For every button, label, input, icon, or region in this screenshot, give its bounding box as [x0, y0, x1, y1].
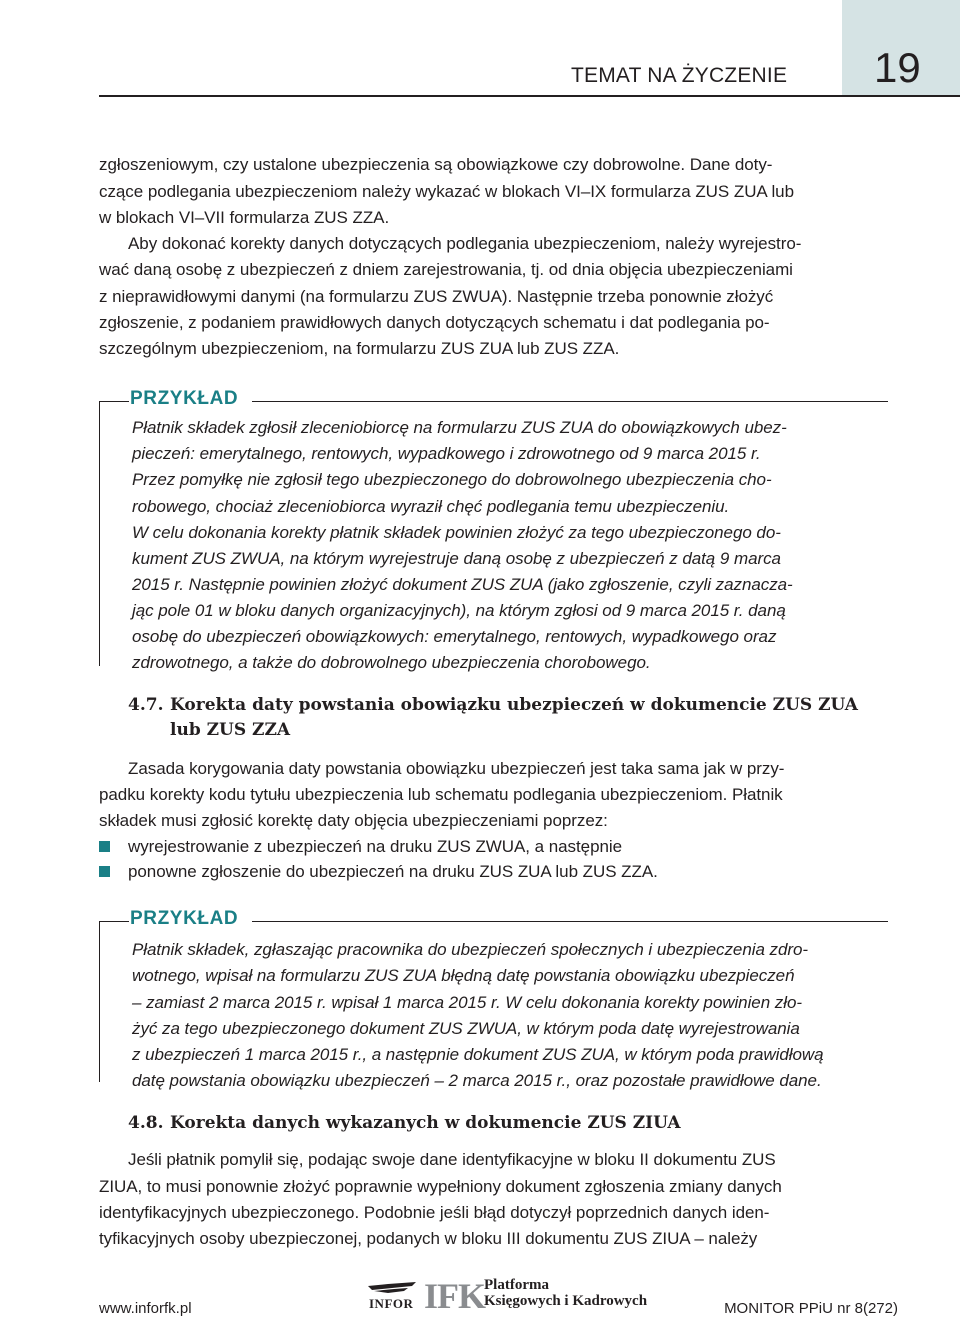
- bullet-item: wyrejestrowanie z ubezpieczeń na druku ZUS ZWUA, a następnie: [128, 837, 623, 856]
- text-line: wać daną osobę z ubezpieczeń z dniem zarejestrowania, tj. od dnia objęcia ubezpieczeniami: [99, 260, 793, 279]
- example-corner-rule: [99, 921, 129, 922]
- bullet-item: ponowne zgłoszenie do ubezpieczeń na druku ZUS ZUA lub ZUS ZZA.: [128, 862, 658, 881]
- example-corner-rule: [99, 401, 129, 402]
- square-bullet-icon: [99, 866, 110, 877]
- text-line: 2015 r. Następnie powinien złożyć dokument ZUS ZUA (jako zgłoszenie, czyli zaznacza-: [132, 575, 793, 594]
- text-line: wotnego, wpisał na formularzu ZUS ZUA błędną datę powstania obowiązku ubezpieczeń: [132, 966, 795, 985]
- text-line: datę powstania obowiązku ubezpieczeń – 2 marca 2015 r., oraz pozostałe prawidłowe dane.: [132, 1071, 822, 1090]
- text-line: żyć za tego ubezpieczonego dokument ZUS ZWUA, w którym poda datę wyrejestrowania: [132, 1019, 800, 1038]
- text-line: – zamiast 2 marca 2015 r. wpisał 1 marca 2015 r. W celu dokonania korekty powinien zło-: [132, 993, 802, 1012]
- logo-infor-text: INFOR: [369, 1296, 414, 1311]
- text-line: zgłoszenie, z podaniem prawidłowych danych dotyczących schematu i dat podlegania po-: [99, 313, 770, 332]
- page-number: 19: [874, 44, 921, 91]
- example-label: PRZYKŁAD: [130, 908, 239, 929]
- text-line: składek musi zgłosić korektę daty objęcia ubezpieczeniami poprzez:: [99, 811, 608, 830]
- text-line: Aby dokonać korekty danych dotyczących podlegania ubezpieczeniom, należy wyrejestro-: [128, 234, 802, 253]
- text-line: z nieprawidłowymi danymi (na formularzu ZUS ZWUA). Następnie trzeba ponownie złożyć: [99, 287, 774, 306]
- section-number: 4.7.: [128, 695, 164, 715]
- platform-logo: [366, 1276, 648, 1316]
- example-top-rule: [252, 921, 888, 922]
- wing-icon: [368, 1282, 416, 1294]
- text-line: zdrowotnego, a także do dobrowolnego ubezpieczenia chorobowego.: [132, 653, 651, 672]
- text-line: padku korekty kodu tytułu ubezpieczenia lub schematu podlegania ubezpieczeniom. Płatnik: [99, 785, 783, 804]
- text-line: W celu dokonania korekty płatnik składek powinien złożyć za tego ubezpieczonego do-: [132, 523, 781, 542]
- text-line: kument ZUS ZWUA, na którym wyrejestruje daną osobę z ubezpieczeń z datą 9 marca: [132, 549, 781, 568]
- text-line: zgłoszeniowym, czy ustalone ubezpieczenia są obowiązkowe czy dobrowolne. Dane doty-: [99, 155, 773, 174]
- text-line: tyfikacyjnych osoby ubezpieczonej, podanych w bloku III dokumentu ZUS ZIUA – należy: [99, 1229, 758, 1248]
- text-line: z ubezpieczeń 1 marca 2015 r., a następnie dokument ZUS ZUA, w którym poda prawidłową: [132, 1045, 824, 1064]
- section-heading: Korekta danych wykazanych w dokumencie ZUS ZIUA: [170, 1113, 681, 1133]
- text-line: robowego, chociaż zleceniobiorca wyraził chęć podlegania temu ubezpieczeniu.: [132, 497, 730, 516]
- text-line: szczególnym ubezpieczeniom, na formularzu ZUS ZUA lub ZUS ZZA.: [99, 339, 620, 358]
- section-title: TEMAT NA ŻYCZENIE: [571, 64, 788, 87]
- section-heading: Korekta daty powstania obowiązku ubezpieczeń w dokumencie ZUS ZUA: [170, 695, 858, 715]
- text-line: czące podlegania ubezpieczeniom należy wykazać w blokach VI–IX formularza ZUS ZUA lub: [99, 182, 794, 201]
- text-line: Zasada korygowania daty powstania obowiązku ubezpieczeń jest taka sama jak w przy-: [128, 759, 785, 778]
- footer-issue: MONITOR PPiU nr 8(272): [724, 1300, 898, 1317]
- section-number: 4.8.: [128, 1113, 164, 1133]
- text-line: Płatnik składek, zgłaszając pracownika do ubezpieczeń społecznych i ubezpieczenia zdro-: [132, 940, 809, 959]
- text-line: Płatnik składek zgłosił zleceniobiorcę na formularzu ZUS ZUA do obowiązkowych ubez-: [132, 418, 787, 437]
- example-label: PRZYKŁAD: [130, 388, 239, 409]
- text-line: osobę do ubezpieczeń obowiązkowych: emerytalnego, rentowych, wypadkowego oraz: [132, 627, 777, 646]
- example-left-rule: [99, 401, 100, 666]
- text-line: Przez pomyłkę nie zgłosił tego ubezpieczonego do dobrowolnego ubezpieczenia cho-: [132, 470, 772, 489]
- example-left-rule: [99, 921, 100, 1082]
- text-line: ZIUA, to musi ponownie złożyć poprawnie wypełniony dokument zgłoszenia zmiany danych: [99, 1177, 782, 1196]
- text-line: Jeśli płatnik pomylił się, podając swoje dane identyfikacyjne w bloku II dokumentu ZUS: [128, 1150, 776, 1169]
- header-divider: [99, 95, 960, 97]
- example-top-rule: [252, 401, 888, 402]
- text-line: jąc pole 01 w bloku danych organizacyjnych), na którym zgłosi od 9 marca 2015 r. daną: [132, 601, 786, 620]
- logo-ifk-text: IFK: [424, 1276, 486, 1316]
- logo-line2: Księgowych i Kadrowych: [484, 1293, 648, 1309]
- text-line: w blokach VI–VII formularza ZUS ZZA.: [99, 208, 390, 227]
- text-line: pieczeń: emerytalnego, rentowych, wypadkowego i zdrowotnego od 9 marca 2015 r.: [132, 444, 761, 463]
- section-heading-cont: lub ZUS ZZA: [170, 720, 291, 740]
- logo-line1: Platforma: [484, 1277, 549, 1293]
- footer-website: www.inforfk.pl: [99, 1300, 192, 1317]
- text-line: identyfikacyjnych ubezpieczonego. Podobnie jeśli błąd dotyczył poprzednich danych iden-: [99, 1203, 770, 1222]
- square-bullet-icon: [99, 841, 110, 852]
